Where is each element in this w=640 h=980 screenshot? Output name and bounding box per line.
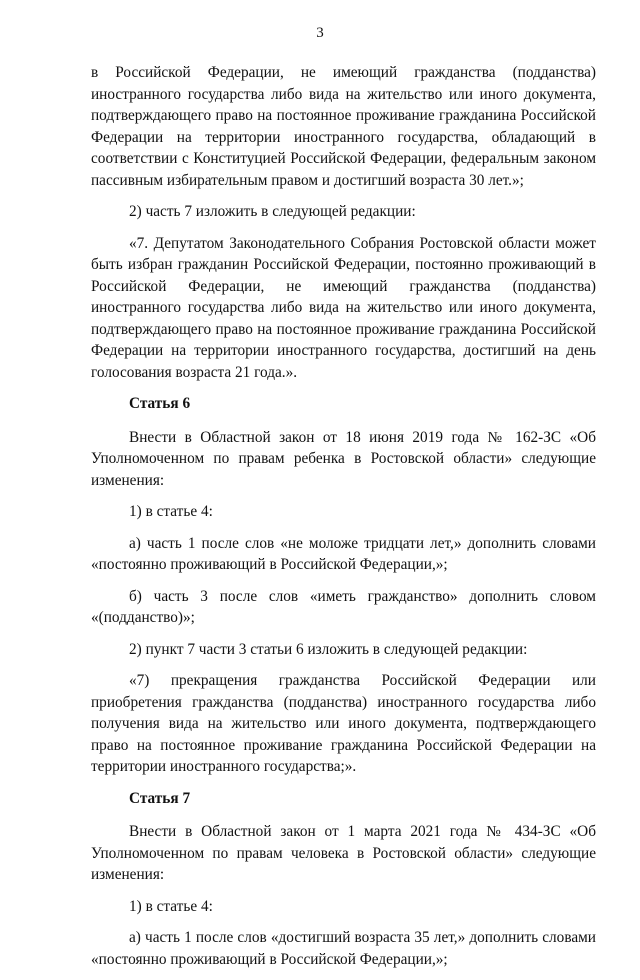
paragraph: а) часть 1 после слов «не моложе тридцати лет,» дополнить словами «постоянно проживающий в Российской Федерации,»; <box>91 534 596 573</box>
article-6-heading: Статья 6 <box>129 395 191 412</box>
paragraph: 2) часть 7 изложить в следующей редакции: <box>129 203 416 220</box>
paragraph: «7) прекращения гражданства Российской Федерации или приобретения гражданства (подданства) иностранного государства либо получения вида на жительство или иного документа, подтверждающего право на постоянное проживание гражданина Российской Федерации на территории иностранного государства;». <box>91 672 596 775</box>
paragraph: 1) в статье 4: <box>129 503 213 520</box>
paragraph: а) часть 1 после слов «достигший возраста 35 лет,» дополнить словами «постоянно проживающий в Российской Федерации,»; <box>91 929 596 968</box>
paragraph: Внести в Областной закон от 18 июня 2019 года № 162-ЗС «Об Уполномоченном по правам ребенка в Ростовской области» следующие изменения: <box>91 428 596 489</box>
article-7-heading: Статья 7 <box>129 789 191 807</box>
paragraph-continuation: в Российской Федерации, не имеющий гражданства (подданства) иностранного государства либо вида на жительство или иного документа, подтверждающего право на постоянное проживание гражданина Российской Федерации на территории иностранного государства, обладающий в соответствии с Конституцией Российской Федерации, федеральным законом пассивным избирательным правом и достигший возраста 30 лет.»; <box>91 64 596 189</box>
paragraph: 2) пункт 7 части 3 статьи 6 изложить в следующей редакции: <box>129 640 528 658</box>
paragraph: б) часть 3 после слов «иметь гражданство» дополнить словом «(подданство)»; <box>91 587 596 626</box>
document-body <box>91 62 596 980</box>
paragraph: «7. Депутатом Законодательного Собрания Ростовской области может быть избран гражданин Российской Федерации, постоянно проживающий в Российской Федерации, не имеющий гражданства (подданства) иностранного государства либо вида на жительство или иного документа, подтверждающего право на постоянное проживание гражданина Российской Федерации на территории иностранного государства, достигший на день голосования возраста 21 года.». <box>91 234 596 381</box>
paragraph: 1) в статье 4: <box>129 897 213 915</box>
page-number: 3 <box>316 25 324 41</box>
paragraph: Внести в Областной закон от 1 марта 2021 года № 434-ЗС «Об Уполномоченном по правам человека в Ростовской области» следующие изменения: <box>91 823 596 883</box>
